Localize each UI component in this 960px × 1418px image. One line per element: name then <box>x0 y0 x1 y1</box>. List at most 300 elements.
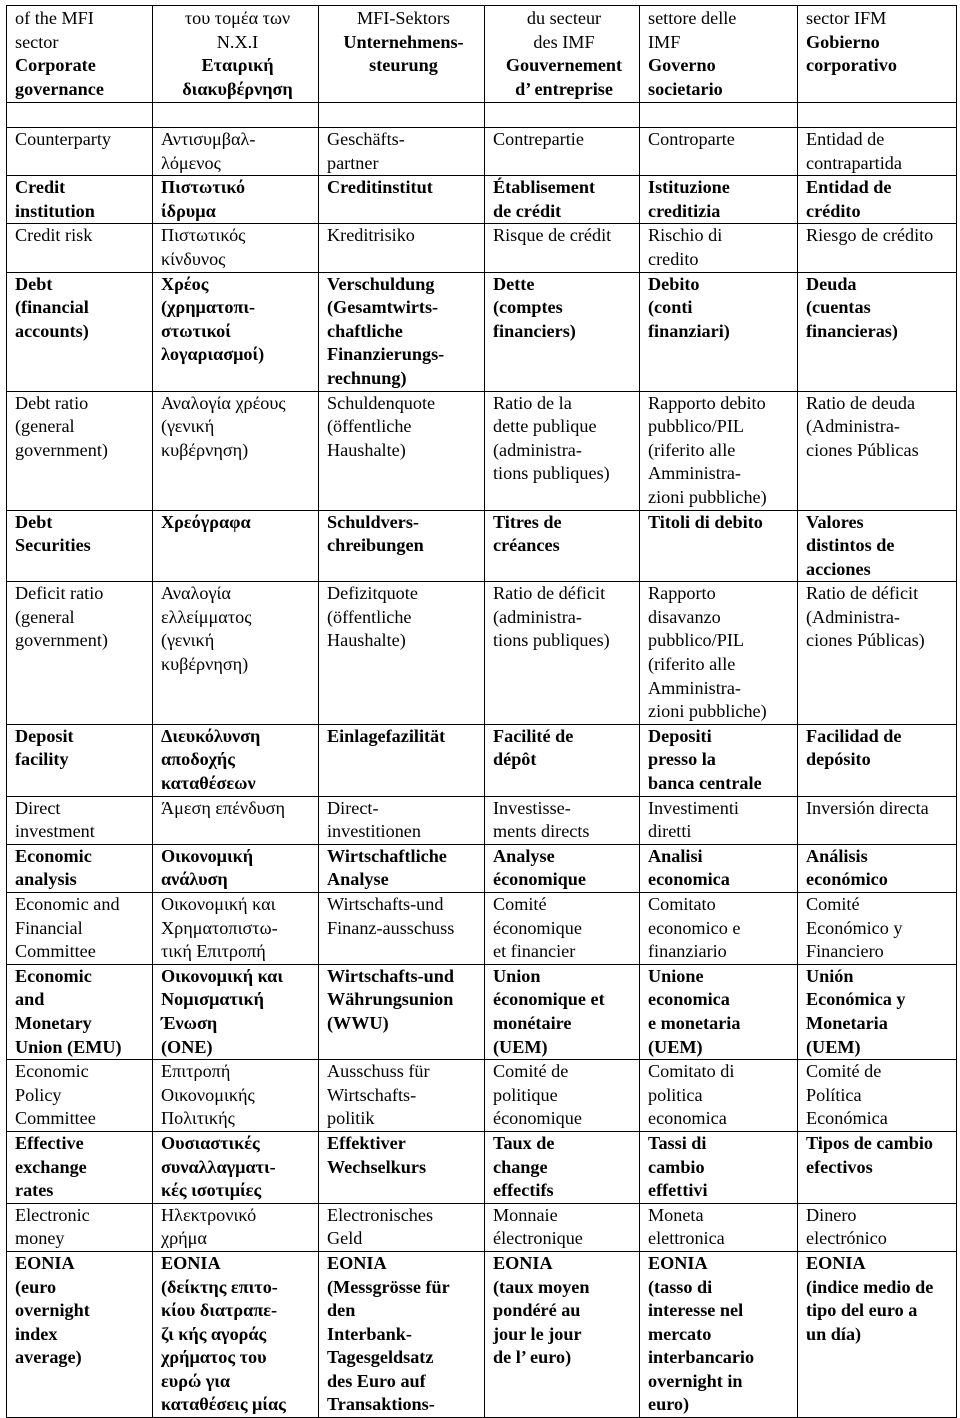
term-line: Taux de <box>493 1132 555 1153</box>
spacer-cell <box>485 103 640 128</box>
term-cell-spanish <box>798 176 957 224</box>
term-line: Committee <box>15 941 96 962</box>
term-cell-english <box>7 1131 153 1203</box>
term-cell-greek <box>153 176 319 224</box>
term-cell-italian <box>640 724 798 796</box>
term-line: (δείκτης επιτο- <box>161 1276 278 1297</box>
term-cell-greek <box>153 1251 319 1417</box>
term-cell-spanish <box>798 128 957 176</box>
term-line: Economic <box>15 965 92 986</box>
term-line: Economic <box>15 1061 89 1082</box>
term-line: Deposit <box>15 725 74 746</box>
header-cell-italian <box>640 6 798 103</box>
term-line: Electronic <box>15 1204 90 1225</box>
term-line: λογαριασμοί) <box>161 344 265 365</box>
term-line: Entidad de <box>806 129 885 149</box>
term-line: Kreditrisiko <box>327 225 415 246</box>
term-line: Credit <box>15 177 66 198</box>
header-term <box>327 31 480 78</box>
term-line: Risque de crédit <box>493 225 612 246</box>
term-cell-spanish <box>798 582 957 725</box>
term-line: (comptes <box>493 297 563 318</box>
term-line: Economic <box>15 845 92 866</box>
term-line: et financier <box>493 941 576 962</box>
term-cell-german <box>319 796 485 844</box>
term-line: Facilidad de <box>806 725 902 746</box>
term-line: Rapporto debito <box>648 392 766 413</box>
term-line: Istituzione <box>648 177 730 198</box>
term-line: index <box>15 1323 58 1344</box>
term-line: finanziari) <box>648 320 730 341</box>
term-line: finanziario <box>648 941 727 962</box>
term-line: Dinero <box>806 1204 857 1225</box>
term-line: e monetaria <box>648 1012 741 1033</box>
term-line: Deficit ratio <box>15 583 104 604</box>
term-line: Monnaie <box>493 1204 558 1225</box>
term-line: de crédit <box>493 200 562 221</box>
term-line: (riferito alle <box>648 654 736 675</box>
header-row <box>7 6 957 103</box>
term-line: financiers) <box>493 320 576 341</box>
term-line: (χρηματοπι- <box>161 297 256 318</box>
term-cell-french <box>485 1131 640 1203</box>
term-line: d’ entreprise <box>515 78 613 99</box>
term-line: ciones Públicas) <box>806 630 925 651</box>
term-line: καταθέσεων <box>161 773 256 794</box>
term-line: Creditinstitut <box>327 177 433 198</box>
term-line: EONIA <box>15 1252 75 1273</box>
term-line: Rischio di <box>648 225 723 246</box>
term-cell-italian <box>640 1251 798 1417</box>
term-line: Νομισματική <box>161 989 264 1010</box>
term-line: Wechselkurs <box>327 1156 427 1177</box>
term-cell-french <box>485 893 640 965</box>
term-row <box>7 224 957 272</box>
term-line: Einlagefazilität <box>327 725 446 746</box>
term-cell-italian <box>640 510 798 582</box>
term-cell-french <box>485 1203 640 1251</box>
term-line: Οικονομική και <box>161 965 283 986</box>
term-line: Verschuldung <box>327 273 435 294</box>
term-line: tions publiques) <box>493 630 610 651</box>
header-cell-french <box>485 6 640 103</box>
term-line: κυβέρνηση) <box>161 654 249 675</box>
term-line: Schuldenquote <box>327 392 436 413</box>
term-line: Amministra- <box>648 463 741 484</box>
term-line: Económica y <box>806 989 906 1010</box>
term-line: of the MFI <box>15 8 94 28</box>
term-cell-german <box>319 176 485 224</box>
term-line: Analyse <box>493 845 555 866</box>
term-line: chaftliche <box>327 320 403 341</box>
term-line: Ratio de la <box>493 392 572 413</box>
term-cell-spanish <box>798 964 957 1059</box>
term-line: ζι κής αγοράς <box>161 1323 267 1344</box>
term-line: government) <box>15 630 108 651</box>
term-line: économique <box>493 869 586 890</box>
term-line: κυβέρνηση) <box>161 439 249 460</box>
term-cell-english <box>7 893 153 965</box>
term-line: Amministra- <box>648 677 741 698</box>
term-cell-german <box>319 391 485 510</box>
term-line: electrónico <box>806 1228 887 1249</box>
header-term <box>493 54 635 101</box>
term-line: (UEM) <box>493 1036 548 1057</box>
term-line: Securities <box>15 535 91 556</box>
term-cell-italian <box>640 964 798 1059</box>
term-line: Wirtschafts-und <box>327 965 454 986</box>
term-cell-italian <box>640 844 798 892</box>
term-line: Διευκόλυνση <box>161 725 261 746</box>
term-cell-greek <box>153 224 319 272</box>
term-line: Monetary <box>15 1012 92 1033</box>
term-line: (indice medio de <box>806 1276 934 1297</box>
term-line: Investisse- <box>493 797 571 818</box>
term-cell-greek <box>153 510 319 582</box>
header-cell-german <box>319 6 485 103</box>
term-line: EONIA <box>806 1252 866 1273</box>
term-line: Debito <box>648 273 700 294</box>
term-line: κίνδυνος <box>161 248 226 269</box>
term-line: financieras) <box>806 320 898 341</box>
term-line: économique <box>493 1108 582 1129</box>
header-term <box>648 54 793 101</box>
term-cell-greek <box>153 272 319 391</box>
term-line: Tagesgeldsatz <box>327 1347 434 1368</box>
term-line: (general <box>15 606 75 627</box>
term-line: Inversión directa <box>806 797 929 818</box>
term-cell-italian <box>640 1131 798 1203</box>
term-cell-french <box>485 1251 640 1417</box>
term-line: facility <box>15 749 69 770</box>
term-line: του τομέα των <box>184 8 291 28</box>
term-line: ίδρυμα <box>161 200 216 221</box>
term-cell-english <box>7 964 153 1059</box>
term-row <box>7 272 957 391</box>
term-line: Debt <box>15 273 53 294</box>
term-line: accounts) <box>15 320 89 341</box>
spacer-cell <box>7 103 153 128</box>
term-cell-greek <box>153 1203 319 1251</box>
term-line: económico <box>806 869 888 890</box>
term-line: zioni pubbliche) <box>648 701 767 722</box>
term-line: Comité <box>806 894 860 914</box>
term-cell-german <box>319 724 485 796</box>
term-line: Analyse <box>327 869 389 890</box>
term-line: acciones <box>806 558 871 579</box>
term-line: Counterparty <box>15 129 111 149</box>
term-cell-english <box>7 724 153 796</box>
term-line: des IMF <box>533 31 595 52</box>
term-line: Rapporto <box>648 583 716 604</box>
term-line: change <box>493 1156 548 1177</box>
term-cell-german <box>319 510 485 582</box>
term-line: Electronisches <box>327 1204 434 1225</box>
term-line: Transaktions- <box>327 1394 435 1415</box>
term-line: IMF <box>648 31 681 52</box>
term-line: dette publique <box>493 416 597 437</box>
term-line: Unternehmens- <box>343 31 464 52</box>
term-cell-english <box>7 1203 153 1251</box>
term-line: Debt <box>15 511 53 532</box>
spacer-cell <box>640 103 798 128</box>
term-line: Debt ratio <box>15 392 89 413</box>
term-line: investment <box>15 821 95 842</box>
term-line: (euro <box>15 1276 57 1297</box>
term-line: effectifs <box>493 1180 554 1201</box>
term-line: EONIA <box>161 1252 221 1273</box>
term-line: Financiero <box>806 941 884 962</box>
term-row <box>7 796 957 844</box>
term-line: de l’ euro) <box>493 1347 572 1368</box>
term-cell-spanish <box>798 224 957 272</box>
term-line: Αναλογία <box>161 583 231 604</box>
term-line: (taux moyen <box>493 1276 590 1297</box>
term-line: politica <box>648 1084 703 1105</box>
term-line: Schuldvers- <box>327 511 419 532</box>
term-line: Haushalte) <box>327 439 406 460</box>
term-line: monétaire <box>493 1012 572 1033</box>
term-line: Tassi di <box>648 1132 707 1153</box>
term-line: investitionen <box>327 821 421 842</box>
term-cell-english <box>7 272 153 391</box>
term-line: economica <box>648 989 730 1010</box>
term-line: Ηλεκτρονικό <box>161 1204 257 1225</box>
term-cell-german <box>319 224 485 272</box>
term-row <box>7 1060 957 1132</box>
term-line: (ΟΝΕ) <box>161 1036 213 1057</box>
term-line: (UEM) <box>806 1036 861 1057</box>
term-line: (γενική <box>161 416 215 437</box>
term-row <box>7 128 957 176</box>
term-cell-english <box>7 224 153 272</box>
term-line: Titoli di debito <box>648 511 763 532</box>
term-line: den <box>327 1300 356 1321</box>
term-cell-italian <box>640 391 798 510</box>
term-line: steurung <box>369 55 438 76</box>
term-line: politique <box>493 1084 558 1105</box>
term-line: Effektiver <box>327 1132 406 1153</box>
term-line: jour le jour <box>493 1323 582 1344</box>
term-line: Analisi <box>648 845 703 866</box>
term-row <box>7 724 957 796</box>
term-cell-french <box>485 582 640 725</box>
term-row <box>7 510 957 582</box>
term-line: mercato <box>648 1323 712 1344</box>
term-cell-italian <box>640 582 798 725</box>
term-line: Gobierno <box>806 31 880 52</box>
term-line: and <box>15 989 45 1010</box>
term-cell-german <box>319 964 485 1059</box>
header-cell-spanish <box>798 6 957 103</box>
term-line: distintos de <box>806 535 895 556</box>
term-line: EONIA <box>648 1252 708 1273</box>
term-cell-german <box>319 582 485 725</box>
term-line: Direct <box>15 797 61 818</box>
term-line: Credit risk <box>15 225 93 246</box>
term-line: depósito <box>806 749 871 770</box>
term-line: (UEM) <box>648 1036 703 1057</box>
term-cell-english <box>7 844 153 892</box>
term-line: pubblico/PIL <box>648 416 744 437</box>
term-cell-german <box>319 272 485 391</box>
term-line: (Administra- <box>806 606 900 627</box>
term-row <box>7 1251 957 1417</box>
term-line: Política <box>806 1084 862 1105</box>
term-cell-spanish <box>798 893 957 965</box>
term-cell-italian <box>640 1060 798 1132</box>
term-line: interbancario <box>648 1347 755 1368</box>
term-cell-english <box>7 510 153 582</box>
term-line: disavanzo <box>648 606 721 627</box>
term-line: Contrepartie <box>493 129 584 149</box>
term-cell-spanish <box>798 796 957 844</box>
term-line: Effective <box>15 1132 84 1153</box>
term-line: Moneta <box>648 1204 704 1225</box>
term-line: Finanzierungs- <box>327 344 445 365</box>
term-line: analysis <box>15 869 77 890</box>
term-line: Ratio de déficit <box>806 583 919 604</box>
term-cell-spanish <box>798 1131 957 1203</box>
term-cell-french <box>485 176 640 224</box>
term-line: rates <box>15 1180 54 1201</box>
term-line: (Administra- <box>806 416 900 437</box>
term-row <box>7 391 957 510</box>
term-line: Comité de <box>806 1061 882 1082</box>
term-line: Währungsunion <box>327 989 454 1010</box>
term-cell-german <box>319 1060 485 1132</box>
term-line: overnight in <box>648 1370 743 1391</box>
term-row <box>7 964 957 1059</box>
term-line: συναλλαγματι- <box>161 1156 276 1177</box>
term-line: settore delle <box>648 8 737 28</box>
term-cell-greek <box>153 724 319 796</box>
term-line: Χρηματοπιστω- <box>161 917 278 938</box>
term-cell-english <box>7 582 153 725</box>
term-line: Tipos de cambio <box>806 1132 934 1153</box>
term-line: credito <box>648 248 699 269</box>
term-line: διακυβέρνηση <box>182 78 293 99</box>
term-line: un día) <box>806 1323 862 1344</box>
term-cell-greek <box>153 128 319 176</box>
term-row <box>7 893 957 965</box>
term-line: average) <box>15 1347 82 1368</box>
term-cell-french <box>485 510 640 582</box>
term-line: Committee <box>15 1108 96 1129</box>
term-line: (Messgrösse für <box>327 1276 450 1297</box>
term-line: κίου διατραπε- <box>161 1300 278 1321</box>
term-cell-german <box>319 1251 485 1417</box>
term-cell-greek <box>153 796 319 844</box>
term-line: dépôt <box>493 749 537 770</box>
term-line: effettivi <box>648 1180 708 1201</box>
term-line: économique <box>493 917 582 938</box>
term-line: Πιστωτικός <box>161 225 246 246</box>
term-cell-spanish <box>798 1203 957 1251</box>
term-line: Αναλογία χρέους <box>161 392 286 413</box>
term-line: Depositi <box>648 725 712 746</box>
term-line: rechnung) <box>327 367 407 388</box>
term-line: Wirtschafts-und <box>327 894 444 914</box>
term-line: Entidad de <box>806 177 892 198</box>
term-row <box>7 176 957 224</box>
term-line: Financial <box>15 917 83 938</box>
term-line: exchange <box>15 1156 87 1177</box>
term-line: Económico y <box>806 917 903 938</box>
term-row <box>7 1203 957 1251</box>
term-cell-spanish <box>798 391 957 510</box>
header-cell-greek <box>153 6 319 103</box>
term-cell-german <box>319 893 485 965</box>
term-line: EONIA <box>327 1252 387 1273</box>
term-cell-italian <box>640 176 798 224</box>
term-line: Economic and <box>15 894 120 914</box>
term-line: Dette <box>493 273 535 294</box>
header-term <box>806 31 952 78</box>
term-cell-greek <box>153 391 319 510</box>
term-line: partner <box>327 152 379 173</box>
term-line: corporativo <box>806 55 897 76</box>
term-cell-french <box>485 796 640 844</box>
term-cell-spanish <box>798 1060 957 1132</box>
term-line: λόμενος <box>161 152 221 173</box>
term-line: Établisement <box>493 177 596 198</box>
term-cell-french <box>485 128 640 176</box>
term-line: du secteur <box>526 8 602 28</box>
term-line: N.X.I <box>216 31 259 52</box>
term-line: des Euro auf <box>327 1370 426 1391</box>
term-line: Οικονομική και <box>161 894 276 914</box>
term-line: interesse nel <box>648 1300 744 1321</box>
term-line: Direct- <box>327 797 379 818</box>
spacer-cell <box>798 103 957 128</box>
term-line: Πιστωτικό <box>161 177 246 198</box>
term-line: ευρώ για <box>161 1370 231 1391</box>
term-line: overnight <box>15 1300 90 1321</box>
term-line: zioni pubbliche) <box>648 486 767 507</box>
term-line: Gouvernement <box>505 55 623 76</box>
term-line: Ουσιαστικές <box>161 1132 260 1153</box>
term-line: Geschäfts- <box>327 129 405 149</box>
term-cell-french <box>485 224 640 272</box>
term-line: Οικονομικής <box>161 1084 255 1105</box>
term-line: χρήμα <box>161 1228 207 1249</box>
term-line: ments directs <box>493 821 590 842</box>
term-line: euro) <box>648 1394 690 1415</box>
term-line: economica <box>648 1108 727 1129</box>
term-line: banca centrale <box>648 773 762 794</box>
term-line: Comité <box>493 894 547 914</box>
spacer-cell <box>153 103 319 128</box>
term-line: Unión <box>806 965 854 986</box>
term-line: Wirtschafts- <box>327 1084 417 1105</box>
term-row <box>7 844 957 892</box>
term-cell-french <box>485 391 640 510</box>
term-cell-german <box>319 844 485 892</box>
term-line: Χρέος <box>161 273 209 294</box>
term-line: Geld <box>327 1228 363 1249</box>
term-cell-greek <box>153 1131 319 1203</box>
term-cell-italian <box>640 893 798 965</box>
term-line: (riferito alle <box>648 439 736 460</box>
term-line: creditizia <box>648 200 721 221</box>
term-line: Análisis <box>806 845 868 866</box>
term-line: government) <box>15 439 108 460</box>
term-cell-italian <box>640 1203 798 1251</box>
term-line: Ratio de déficit <box>493 583 606 604</box>
term-line: (conti <box>648 297 693 318</box>
term-line: crédito <box>806 200 861 221</box>
